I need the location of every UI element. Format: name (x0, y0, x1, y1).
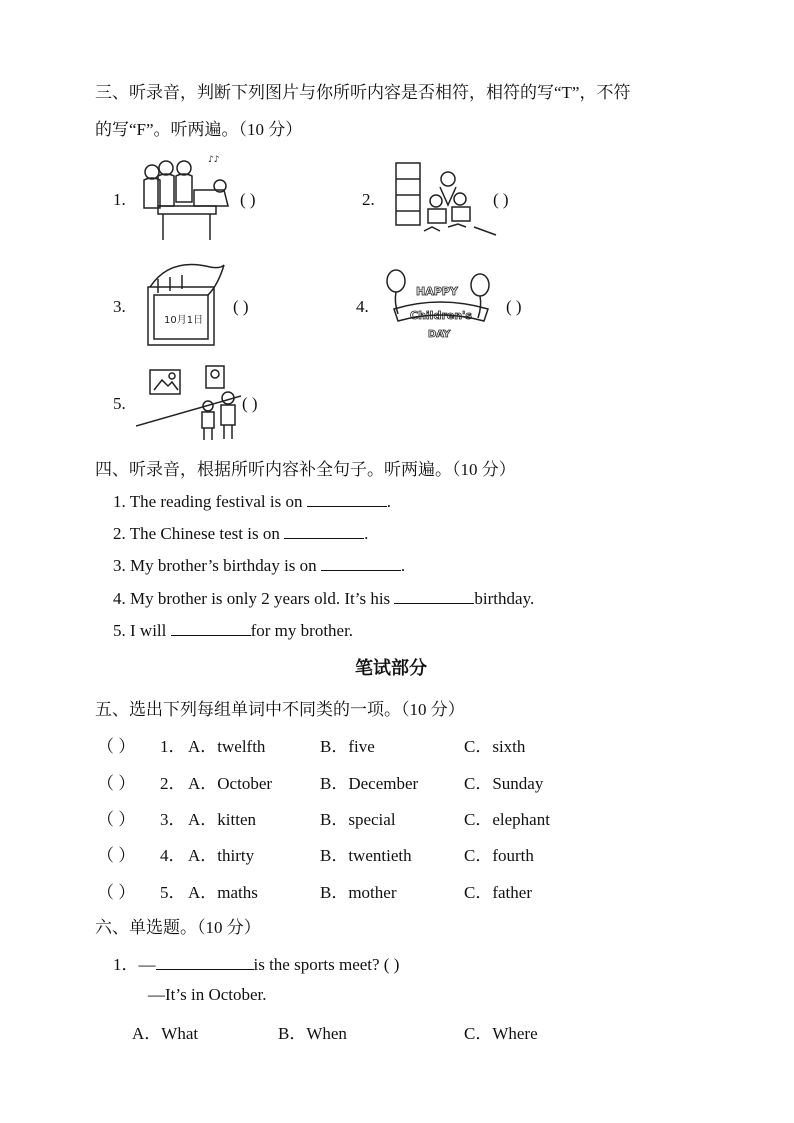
item-number: 5. (113, 394, 126, 413)
fill-sentence (113, 589, 534, 609)
fill-sentence (113, 556, 405, 576)
sentence-text: 5. I will (113, 621, 171, 640)
option-b: B．twentieth (320, 846, 412, 865)
answer-blank[interactable] (156, 955, 254, 970)
answer-blank[interactable] (307, 492, 387, 507)
sentence-end: birthday. (474, 589, 535, 608)
written-part-title: 笔试部分 (355, 658, 427, 679)
option-b: B．mother (320, 883, 397, 902)
answer-paren[interactable]: （ ） (97, 846, 136, 865)
row-number: 4． (160, 846, 186, 865)
row-number: 1． (160, 737, 186, 756)
option-a: A．twelfth (188, 737, 266, 756)
option-b: B．When (278, 1024, 347, 1043)
answer-paren[interactable]: （ ） (97, 810, 136, 829)
sentence-end: . (364, 524, 369, 543)
answer-blank[interactable] (321, 556, 401, 571)
answer-paren[interactable]: ( ) (493, 190, 509, 209)
section3-heading-line2: 的写“F”。听两遍。（10 分） (95, 120, 303, 139)
question-1 (113, 950, 399, 975)
question-text: is the sports meet? ( ) (253, 955, 400, 974)
row-number: 3． (160, 810, 186, 829)
children-singing-picture (138, 150, 233, 245)
item-number: 1. (113, 190, 126, 209)
row-number: 5． (160, 883, 186, 902)
fill-sentence (113, 524, 368, 544)
answer-blank[interactable] (171, 621, 251, 636)
sentence-end: . (386, 492, 391, 511)
section5-heading: 五、选出下列每组单词中不同类的一项。（10 分） (95, 700, 465, 719)
sentence-text: 3. My brother’s birthday is on (113, 556, 321, 575)
calendar-picture (140, 263, 230, 351)
option-a: A．October (188, 774, 273, 793)
answer-paren[interactable]: ( ) (506, 297, 522, 316)
option-a: A．kitten (188, 810, 256, 829)
option-c: C．Where (464, 1024, 538, 1043)
people-viewing-pictures (136, 362, 241, 442)
option-a: A．What (132, 1024, 199, 1043)
answer-paren[interactable]: （ ） (97, 883, 136, 902)
item-number: 4. (356, 297, 369, 316)
sentence-text: 4. My brother is only 2 years old. It’s his (113, 589, 395, 608)
banner-day-text: DAY (428, 329, 451, 340)
childrens-day-banner-picture (380, 265, 495, 343)
option-a: A．maths (188, 883, 258, 902)
sentence-end: . (400, 556, 406, 575)
reading-children-picture (388, 155, 503, 245)
option-c: C．father (464, 883, 532, 902)
answer-blank[interactable] (394, 589, 474, 604)
answer-paren[interactable]: （ ） (97, 737, 136, 756)
option-b: B．special (320, 810, 396, 829)
item-number: 2. (362, 190, 375, 209)
section3-heading-line1: 三、听录音，判断下列图片与你所听内容是否相符，相符的写“T”，不符 (95, 83, 631, 102)
row-number: 2． (160, 774, 186, 793)
answer-paren[interactable]: ( ) (240, 190, 256, 209)
sentence-text: 1. The reading festival is on (113, 492, 307, 511)
option-c: C．fourth (464, 846, 534, 865)
question-number: 1．— (113, 955, 156, 974)
option-a: A．thirty (188, 846, 255, 865)
banner-happy-text: HAPPY (416, 285, 458, 298)
fill-sentence (113, 621, 353, 641)
answer-paren[interactable]: （ ） (97, 774, 136, 793)
answer-blank[interactable] (284, 524, 364, 539)
option-b: B．five (320, 737, 375, 756)
option-c: C．Sunday (464, 774, 544, 793)
svg-text:♪♪: ♪♪ (208, 155, 220, 165)
answer-line: —It’s in October. (148, 985, 267, 1004)
section4-heading: 四、听录音，根据所听内容补全句子。听两遍。（10 分） (95, 460, 516, 479)
banner-childrens-text: Children's (410, 309, 472, 322)
section6-heading: 六、单选题。（10 分） (95, 918, 261, 937)
option-b: B．December (320, 774, 419, 793)
item-number: 3. (113, 297, 126, 316)
fill-sentence (113, 492, 391, 512)
answer-paren[interactable]: ( ) (242, 394, 258, 413)
sentence-text: 2. The Chinese test is on (113, 524, 285, 543)
sentence-end: for my brother. (250, 621, 354, 640)
answer-paren[interactable]: ( ) (233, 297, 249, 316)
option-c: C．elephant (464, 810, 550, 829)
calendar-date-text: 10月1日 (164, 315, 204, 326)
option-c: C．sixth (464, 737, 526, 756)
